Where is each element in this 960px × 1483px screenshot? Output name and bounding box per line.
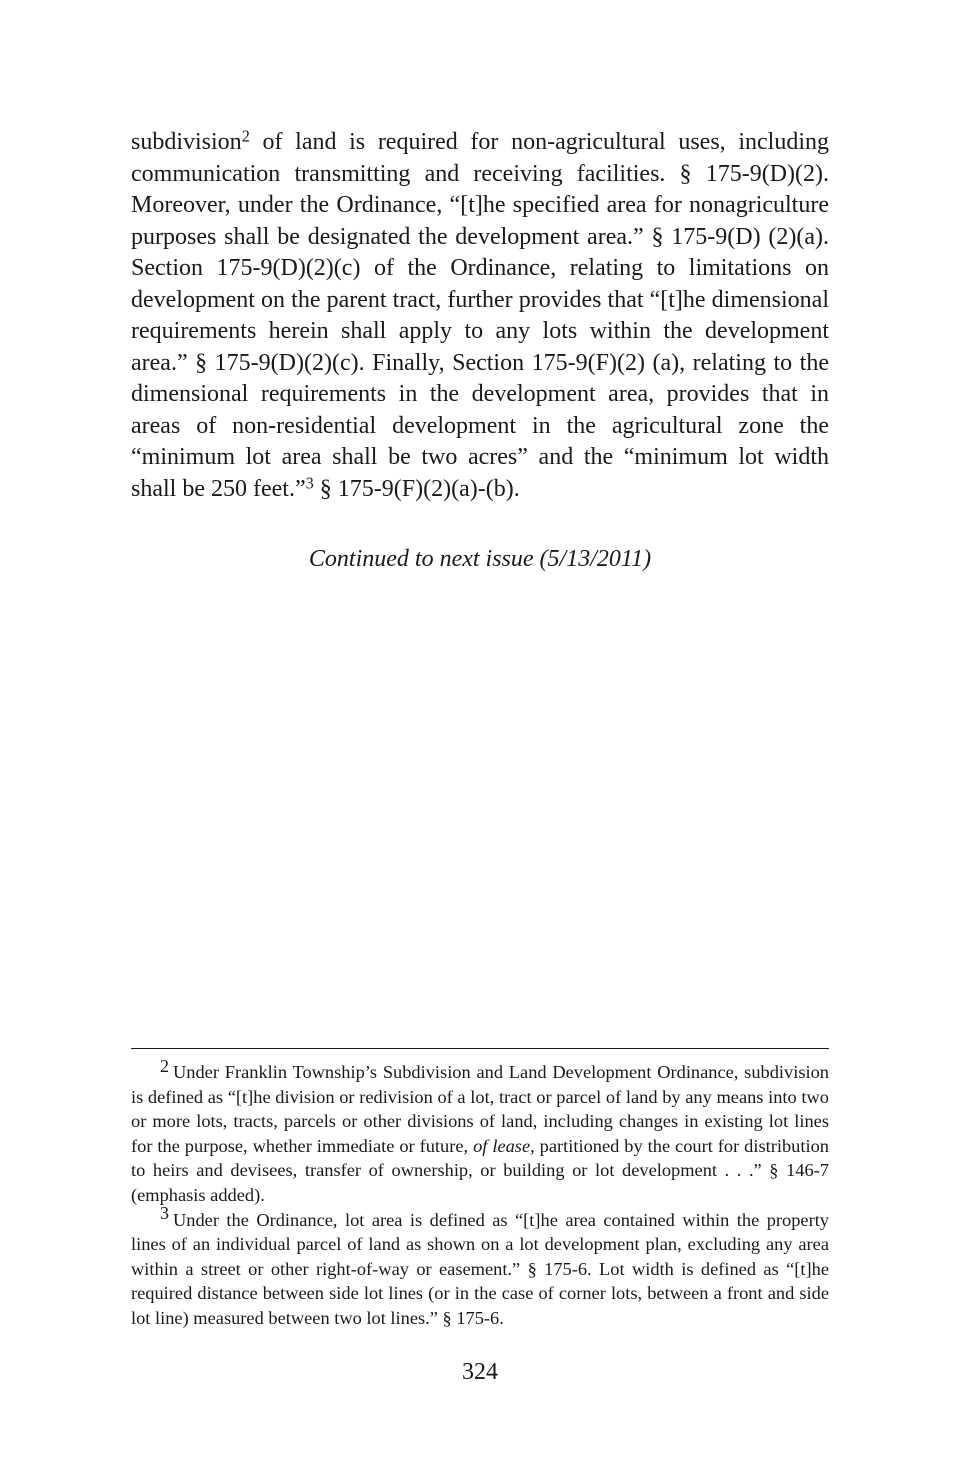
continued-note: Continued to next issue (5/13/2011)	[308, 546, 652, 572]
footnotes-section	[131, 1055, 829, 1331]
footnote-ref-2[interactable]: 2	[241, 126, 250, 146]
footnote-number: 3	[160, 1203, 169, 1224]
footnote-ref-3[interactable]: 3	[305, 473, 314, 493]
footnote-3	[131, 1203, 829, 1331]
page-number: 324	[462, 1359, 498, 1385]
footnote-number: 2	[160, 1055, 169, 1076]
footnote-2	[131, 1055, 829, 1208]
footnote-emphasis: of lease	[473, 1135, 531, 1156]
body-paragraph	[131, 127, 829, 505]
body-text-middle: of land is required for non-agricultural uses, including communication transmitting and receiving facilities. § 175-9(D)(2). Moreover, under the Ordinance, “[t]he specified area for nonagriculture purposes shall be designated the development area.” § 175-9(D) (2)(a). Section 175-9(D)(2)(c) of the Ordinance, relating to limitations on development on the parent tract, further provides that “[t]he dimensional requirements herein shall apply to any lots within the development area.” § 175-9(D)(2)(c). Finally, Section 175-9(F)(2) (a), relating to the dimensional requirements in the development area, provides that in areas of non-residential development in the agricultural zone the “minimum lot area shall be two acres” and the “minimum lot width shall be 250 feet.”	[131, 129, 829, 502]
body-text-end: § 175-9(F)(2)(a)-(b).	[313, 475, 520, 502]
footnote-text: Under Franklin Township’s Subdivision and Land Development Ordinance, subdivision is defined as “[t]he division or redivision of a lot, tract or parcel of land by any means into two or more lots, tracts, parcels or other divisions of land, including changes in existing lot lines for the purpose, whether immediate or future,	[131, 1062, 829, 1156]
main-content	[131, 126, 829, 572]
body-text-start: subdivision	[131, 129, 242, 155]
footnote-divider	[131, 1048, 829, 1049]
footnote-text: Under the Ordinance, lot area is defined as “[t]he area contained within the property lines of an individual parcel of land as shown on a lot development plan, excluding any area within a street or other right-of-way or easement.” § 175-6. Lot width is defined as “[t]he required distance between side lot lines (or in the case of corner lots, between a front and side lot line) measured between two lot lines.” § 175-6.	[131, 1209, 829, 1328]
footnote-text-end: , partitioned by the court for distribution to heirs and devisees, transfer of ownership, or building or lot development . . .” § 146-7 (emphasis added).	[131, 1135, 829, 1205]
